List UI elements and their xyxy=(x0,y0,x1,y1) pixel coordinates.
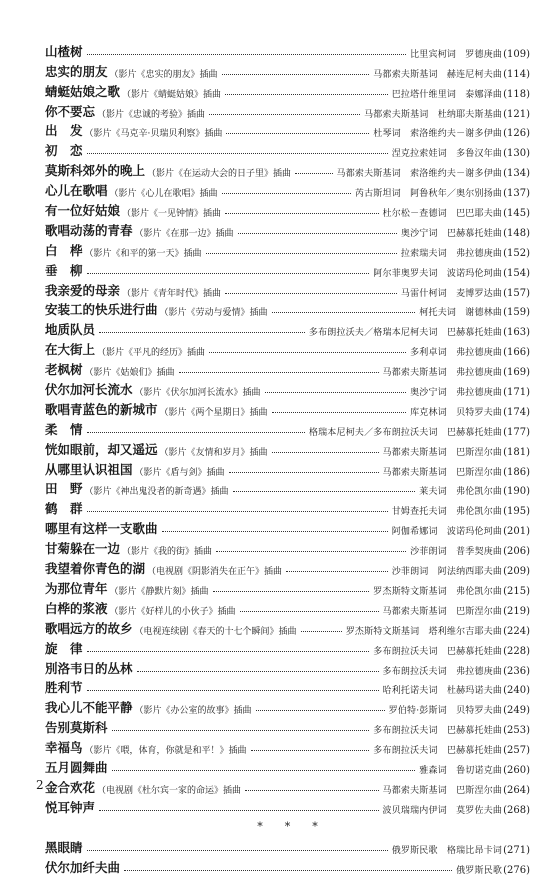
entry-subtitle: （影片《两个星期日》插曲 xyxy=(159,407,268,418)
entry-page: (264) xyxy=(503,784,530,796)
entry-title: 山楂树 xyxy=(45,43,83,59)
dot-leader xyxy=(286,571,388,572)
toc-entry xyxy=(45,358,530,378)
entry-credits: 芮古斯坦词 阿鲁秋年／奥尔别扬曲 xyxy=(354,189,503,200)
entry-title: 金合欢花 xyxy=(45,779,96,795)
entry-subtitle: （影片《平凡的经历》插曲 xyxy=(97,348,206,359)
entry-page: (249) xyxy=(503,705,530,717)
entry-credits: 多布朗拉沃夫词 巴赫慕托娃曲 xyxy=(373,726,503,737)
entry-page: (253) xyxy=(503,725,530,737)
toc-entry xyxy=(45,179,530,199)
toc-entry xyxy=(45,100,530,120)
entry-credits: 马都索夫斯基词 巴斯涅尔曲 xyxy=(382,785,503,796)
entry-page: (215) xyxy=(503,585,530,597)
entry-title: 胜利节 xyxy=(45,680,83,696)
entry-page: (154) xyxy=(503,267,530,279)
entry-page: (276) xyxy=(503,864,530,876)
toc-entry xyxy=(45,736,530,756)
dot-leader xyxy=(256,710,385,711)
entry-title: 恍如眼前，却又遥远 xyxy=(45,441,158,457)
page-number: 2 xyxy=(36,778,44,792)
entry-title: 歌唱动荡的青春 xyxy=(45,222,133,238)
toc-entry xyxy=(45,756,530,776)
entry-title: 別洛韦日的丛林 xyxy=(45,660,133,676)
entry-credits: 沙菲朗词 普季契庚曲 xyxy=(410,547,503,558)
toc-entry xyxy=(45,458,530,478)
entry-title: 老枫树 xyxy=(45,362,83,378)
entry-page: (257) xyxy=(503,745,530,757)
toc-entry xyxy=(45,259,530,279)
entry-page: (169) xyxy=(503,367,530,379)
entry-page: (134) xyxy=(503,168,530,180)
dot-leader xyxy=(87,54,407,55)
entry-page: (271) xyxy=(503,844,530,856)
entry-page: (209) xyxy=(503,566,530,578)
toc-entry xyxy=(45,338,530,358)
entry-title: 田 野 xyxy=(45,481,83,497)
entry-credits: 拉索瑞夫词 弗拉德庚曲 xyxy=(400,248,503,259)
toc-entry xyxy=(45,139,530,159)
entry-credits: 巴拉塔什维里词 泰娜泽曲 xyxy=(391,89,503,100)
dot-leader xyxy=(225,94,388,95)
entry-credits: 多布朗拉沃夫词 巴赫慕托娃曲 xyxy=(373,746,503,757)
entry-page: (114) xyxy=(503,68,530,80)
toc-entry xyxy=(45,279,530,299)
entry-credits: 马都索夫斯基词 赫连尼柯夫曲 xyxy=(373,69,503,80)
dot-leader xyxy=(206,253,397,254)
entry-title: 旋 律 xyxy=(45,640,83,656)
entry-title: 有一位好姑娘 xyxy=(45,203,121,219)
entry-title: 我亲爱的母亲 xyxy=(45,282,121,298)
entry-subtitle: （影片《马克辛·贝瑞贝利察》插曲 xyxy=(84,129,223,140)
entry-subtitle: （影片《盾与剑》插曲 xyxy=(134,467,225,478)
entry-subtitle: （影片《忠诚的考验》插曲 xyxy=(97,109,206,120)
entry-subtitle: （影片《和平的第一天》插曲 xyxy=(84,248,202,259)
entry-title: 鹤 群 xyxy=(45,501,83,517)
toc-entry xyxy=(45,577,530,597)
dot-leader xyxy=(238,233,397,234)
entry-title: 歌唱青蓝色的新城市 xyxy=(45,401,158,417)
dot-leader xyxy=(222,193,351,194)
entry-title: 哪里有这样一支歌曲 xyxy=(45,521,158,537)
entry-subtitle: （影片《心儿在歌唱》插曲 xyxy=(109,189,218,200)
entry-subtitle: （影片《姑娘们》插曲 xyxy=(84,368,175,379)
entry-credits: 奥沙宁词 弗拉德庚曲 xyxy=(410,388,503,399)
toc-entry xyxy=(45,418,530,438)
entry-credits: 波贝瑞瑞内伊词 莫罗佐夫曲 xyxy=(382,805,503,816)
entry-credits: 多布朗拉沃夫／格瑞本尼柯夫词 巴赫慕托娃曲 xyxy=(308,328,503,339)
entry-credits: 杜尔松－查德词 巴巴耶夫曲 xyxy=(382,209,503,220)
entry-credits: 马都索夫斯基词 巴斯涅尔曲 xyxy=(382,447,503,458)
entry-page: (177) xyxy=(503,426,530,438)
entry-credits: 阿伽希娜词 波诺玛伦珂曲 xyxy=(391,527,503,538)
entry-page: (163) xyxy=(503,327,530,339)
dot-leader xyxy=(87,651,370,652)
entry-credits: 甘姆查托夫词 弗伦凯尔曲 xyxy=(391,507,503,518)
dot-leader xyxy=(112,730,370,731)
entry-credits: 沙菲朗词 阿法纳西耶夫曲 xyxy=(391,567,503,578)
entry-credits: 罗伯特·彭斯词 贝特罗夫曲 xyxy=(388,706,503,717)
dot-leader xyxy=(87,850,388,851)
entry-subtitle: （影片《青年时代》插曲 xyxy=(122,288,222,299)
entry-subtitle: （影片《我的街》插曲 xyxy=(122,547,213,558)
entry-credits: 罗杰斯特文斯基词 弗伦凯尔曲 xyxy=(373,586,503,597)
dot-leader xyxy=(265,392,407,393)
toc-entry xyxy=(45,438,530,458)
toc-entry xyxy=(45,637,530,657)
entry-page: (152) xyxy=(503,247,530,259)
toc-entry xyxy=(45,537,530,557)
entry-page: (206) xyxy=(503,546,530,558)
dot-leader xyxy=(240,611,379,612)
dot-leader xyxy=(245,790,378,791)
toc-entry xyxy=(45,836,530,856)
entry-title: 我望着你青色的湖 xyxy=(45,561,146,577)
toc-entry xyxy=(45,398,530,418)
dot-leader xyxy=(87,511,388,512)
dot-leader xyxy=(225,213,378,214)
entry-credits: 涅克拉索娃词 多鲁汉年曲 xyxy=(391,149,503,160)
entry-credits: 马都索夫斯基词 杜纳耶夫斯基曲 xyxy=(364,109,503,120)
dot-leader xyxy=(87,153,388,154)
entry-title: 在大街上 xyxy=(45,342,96,358)
toc-entry xyxy=(45,597,530,617)
entry-page: (171) xyxy=(503,387,530,399)
entry-page: (228) xyxy=(503,645,530,657)
entry-title: 悦耳钟声 xyxy=(45,799,96,815)
toc-entry xyxy=(45,40,530,60)
entry-credits: 马都索夫斯基词 索洛维约夫－谢多伊曲 xyxy=(336,169,503,180)
dot-leader xyxy=(209,352,406,353)
dot-leader xyxy=(162,531,388,532)
dot-leader xyxy=(209,114,360,115)
entry-page: (201) xyxy=(503,526,530,538)
entry-credits: 马都索夫斯基词 巴斯涅尔曲 xyxy=(382,606,503,617)
entry-title: 柔 情 xyxy=(45,421,83,437)
toc-entry xyxy=(45,557,530,577)
entry-title: 甘菊躲在一边 xyxy=(45,541,121,557)
entry-page: (130) xyxy=(503,148,530,160)
dot-leader xyxy=(272,452,379,453)
entry-credits: 阿尔菲奥罗夫词 波诺玛伦珂曲 xyxy=(373,268,503,279)
entry-credits: 库克林词 贝特罗夫曲 xyxy=(410,407,503,418)
entry-subtitle: （影片《办公室的故事》插曲 xyxy=(134,706,252,717)
entry-title: 你不要忘 xyxy=(45,103,96,119)
entry-page: (118) xyxy=(503,88,530,100)
entry-page: (166) xyxy=(503,347,530,359)
toc-entry xyxy=(45,696,530,716)
toc-entry xyxy=(45,60,530,80)
entry-credits: 多布朗拉沃夫词 弗拉德庚曲 xyxy=(382,666,503,677)
entry-credits: 马都索夫斯基词 弗拉德庚曲 xyxy=(382,368,503,379)
entry-title: 垂 柳 xyxy=(45,262,83,278)
entry-subtitle: （电视剧《杜尔宾一家的命运》插曲 xyxy=(97,785,242,796)
entry-page: (137) xyxy=(503,188,530,200)
entry-page: (260) xyxy=(503,764,530,776)
toc-entry xyxy=(45,120,530,140)
dot-leader xyxy=(233,491,416,492)
entry-credits: 多布朗拉沃夫词 巴赫慕托娃曲 xyxy=(373,646,503,657)
entry-subtitle: （电视连续剧《春天的十七个瞬间》插曲 xyxy=(134,626,297,637)
toc-entry xyxy=(45,497,530,517)
dot-leader xyxy=(87,690,379,691)
entry-title: 为那位青年 xyxy=(45,580,108,596)
toc-entry xyxy=(45,517,530,537)
entry-page: (148) xyxy=(503,227,530,239)
entry-title: 黑眼睛 xyxy=(45,839,83,855)
dot-leader xyxy=(87,273,370,274)
table-of-contents xyxy=(45,40,530,876)
entry-page: (219) xyxy=(503,605,530,617)
entry-subtitle: （影片《在那一边》插曲 xyxy=(134,228,234,239)
entry-title: 莫斯科郊外的晚上 xyxy=(45,163,146,179)
entry-page: (181) xyxy=(503,446,530,458)
entry-title: 白桦的浆液 xyxy=(45,600,108,616)
entry-page: (195) xyxy=(503,506,530,518)
entry-credits: 雅森词 鲁切诺克曲 xyxy=(419,765,503,776)
toc-entry xyxy=(45,378,530,398)
toc-entry xyxy=(45,219,530,239)
entry-credits: 柯托夫词 谢德林曲 xyxy=(419,308,503,319)
entry-subtitle: （影片《一见钟情》插曲 xyxy=(122,209,222,220)
entry-page: (157) xyxy=(503,287,530,299)
toc-entry xyxy=(45,657,530,677)
entry-title: 五月圆舞曲 xyxy=(45,759,108,775)
dot-leader xyxy=(301,631,342,632)
dot-leader xyxy=(87,432,305,433)
section-separator: * * * xyxy=(257,819,318,833)
entry-page: (240) xyxy=(503,685,530,697)
entry-page: (236) xyxy=(503,665,530,677)
entry-title: 蜻蜓姑娘之歌 xyxy=(45,83,121,99)
entry-title: 伏尔加纤夫曲 xyxy=(45,859,121,875)
dot-leader xyxy=(179,372,379,373)
entry-credits: 奥沙宁词 巴赫慕托娃曲 xyxy=(400,228,503,239)
toc-entry xyxy=(45,617,530,637)
dot-leader xyxy=(213,591,370,592)
toc-entry xyxy=(45,478,530,498)
entry-subtitle: （影片《忠实的朋友》插曲 xyxy=(109,69,218,80)
entry-page: (109) xyxy=(503,48,530,60)
dot-leader xyxy=(251,750,370,751)
entry-page: (174) xyxy=(503,406,530,418)
entry-page: (159) xyxy=(503,307,530,319)
entry-credits: 俄罗斯民歌 格瑞比昂卡词 xyxy=(391,845,503,856)
entry-page: (186) xyxy=(503,466,530,478)
entry-subtitle: （影片《好样儿的小伙子》插曲 xyxy=(109,606,236,617)
entry-credits: 俄罗斯民歌 xyxy=(456,865,503,876)
dot-leader xyxy=(216,551,406,552)
toc-entry xyxy=(45,299,530,319)
entry-title: 安装工的快乐进行曲 xyxy=(45,302,158,318)
entry-credits: 多利卓词 弗拉德庚曲 xyxy=(410,348,503,359)
entry-title: 地质队员 xyxy=(45,322,96,338)
dot-leader xyxy=(272,312,416,313)
entry-subtitle: （影片《伏尔加河长流水》插曲 xyxy=(134,388,261,399)
entry-subtitle: （影片《喂，体育，你就是和平！》插曲 xyxy=(84,746,247,757)
entry-title: 伏尔加河长流水 xyxy=(45,382,133,398)
toc-entry xyxy=(45,776,530,796)
entry-title: 初 恋 xyxy=(45,143,83,159)
entry-credits: 哈利托诺夫词 杜赫玛诺夫曲 xyxy=(382,686,503,697)
entry-credits: 莱夫词 弗伦凯尔曲 xyxy=(419,487,503,498)
dot-leader xyxy=(112,770,416,771)
entry-subtitle: （影片《静默片刻》插曲 xyxy=(109,586,209,597)
entry-credits: 马雷什柯词 麦博罗达曲 xyxy=(400,288,503,299)
toc-entry xyxy=(45,318,530,338)
entry-title: 忠实的朋友 xyxy=(45,63,108,79)
toc-entry xyxy=(45,199,530,219)
dot-leader xyxy=(99,332,305,333)
entry-page: (121) xyxy=(503,108,530,120)
entry-credits: 比里宾柯词 罗德庚曲 xyxy=(410,49,503,60)
entry-title: 从哪里认识祖国 xyxy=(45,461,133,477)
dot-leader xyxy=(229,472,379,473)
entry-credits: 马都索夫斯基词 巴斯涅尔曲 xyxy=(382,467,503,478)
dot-leader xyxy=(137,671,379,672)
entry-credits: 杜琴词 索洛维约夫－谢多伊曲 xyxy=(373,129,503,140)
dot-leader xyxy=(295,173,332,174)
toc-entry xyxy=(45,677,530,697)
entry-subtitle: （电视剧《阴影消失在正午》插曲 xyxy=(147,567,283,578)
entry-page: (190) xyxy=(503,486,530,498)
entry-page: (126) xyxy=(503,128,530,140)
entry-title: 告别莫斯科 xyxy=(45,720,108,736)
entry-subtitle: （影片《劳动与爱情》插曲 xyxy=(159,308,268,319)
dot-leader xyxy=(225,293,397,294)
dot-leader xyxy=(272,412,407,413)
toc-entry xyxy=(45,856,530,876)
entry-title: 歌唱远方的故乡 xyxy=(45,620,133,636)
entry-page: (145) xyxy=(503,208,530,220)
entry-subtitle: （影片《神出鬼没者的新奇遇》插曲 xyxy=(84,487,229,498)
entry-credits: 罗杰斯特文斯基词 塔利维尔吉耶夫曲 xyxy=(345,626,503,637)
dot-leader xyxy=(222,74,370,75)
entry-credits: 格瑞本尼柯夫／多布朗拉沃夫词 巴赫慕托娃曲 xyxy=(308,427,503,438)
dot-leader xyxy=(124,870,452,871)
entry-title: 出 发 xyxy=(45,123,83,139)
toc-entry xyxy=(45,159,530,179)
toc-entry xyxy=(45,239,530,259)
toc-entry xyxy=(45,716,530,736)
entry-subtitle: （影片《蜻蜓姑娘》插曲 xyxy=(122,89,222,100)
dot-leader xyxy=(226,133,369,134)
entry-title: 幸福鸟 xyxy=(45,740,83,756)
entry-subtitle: （影片《在运动大会的日子里》插曲 xyxy=(147,169,292,180)
entry-subtitle: （影片《友情和岁月》插曲 xyxy=(159,447,268,458)
toc-entry xyxy=(45,80,530,100)
entry-title: 白 桦 xyxy=(45,242,83,258)
entry-page: (268) xyxy=(503,804,530,816)
entry-title: 心儿在歌唱 xyxy=(45,183,108,199)
entry-page: (224) xyxy=(503,625,530,637)
entry-title: 我心儿不能平静 xyxy=(45,700,133,716)
toc-entry xyxy=(45,796,530,816)
